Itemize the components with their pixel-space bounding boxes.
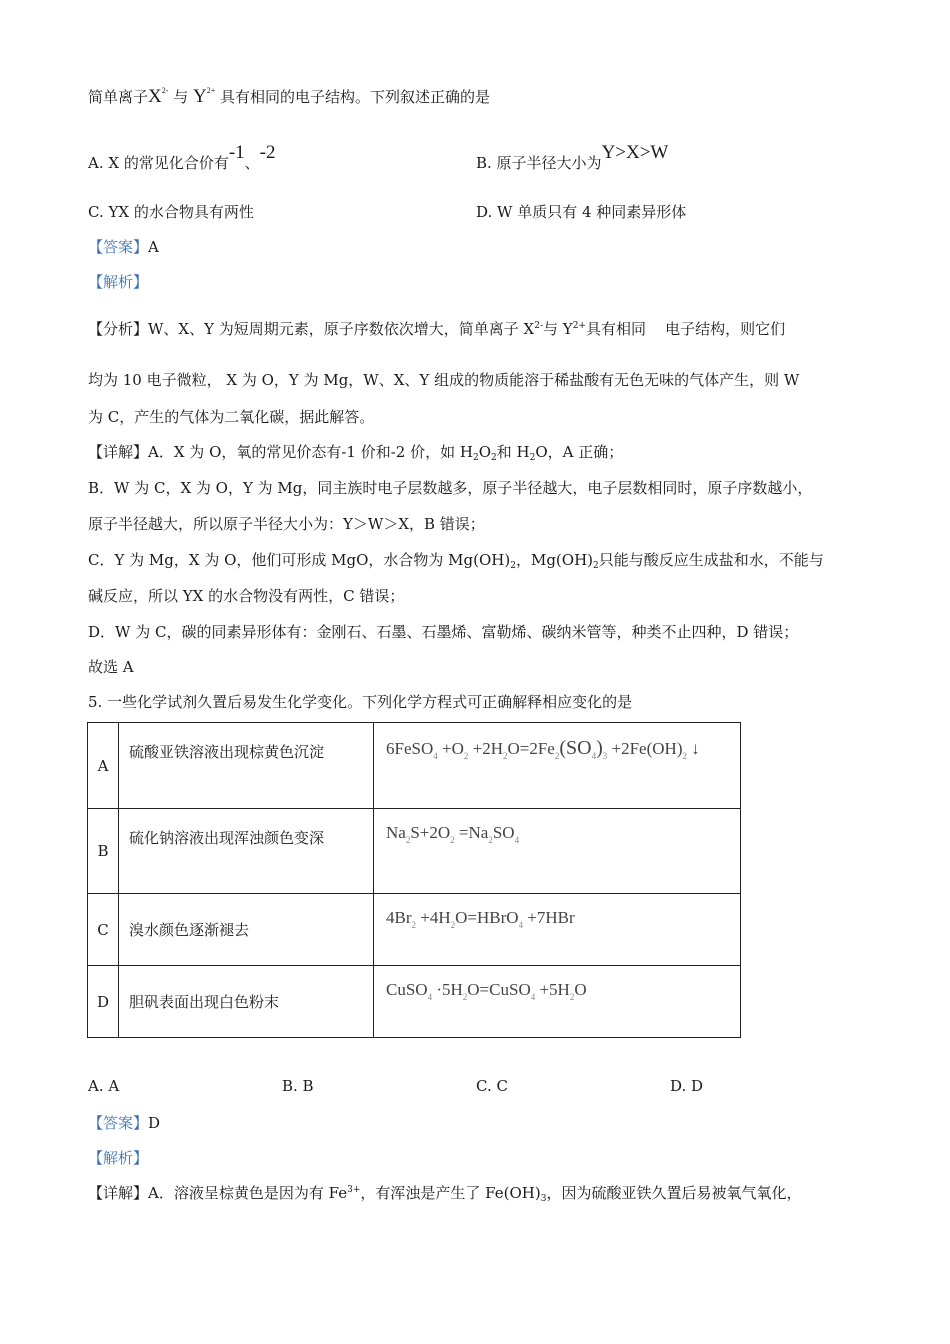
table-row: [88, 966, 741, 1038]
q4-fenxi-line3: 为 C，产生的气体为二氧化碳，据此解答。: [88, 408, 375, 426]
row-desc: 硫酸亚铁溶液出现棕黄色沉淀: [119, 723, 374, 809]
q4-answer: 【答案】A: [88, 238, 159, 256]
q4-option-b: B. 原子半径大小为Y>X>W: [476, 142, 669, 172]
q4-xiangjie-c1: C．Y 为 Mg，X 为 O，他们可形成 MgO，水合物为 $Mg(OH)_2$，$Mg(OH)_2$只能与酸反应生成盐和水，不能与: [88, 551, 824, 571]
q5-option-b: B. B: [282, 1077, 314, 1095]
row-equation: $4Br_2$ $+4H_2O=HBrO_4 +7HBr$: [374, 894, 741, 966]
q4-option-a: A. X 的常见化合价有-1、-2: [88, 142, 276, 172]
q4-xiangjie-a: 【详解】A．X 为 O，氧的常见价态有-1 价和-2 价，如 $H_2O_2$和 $H_2O$，A 正确；: [88, 443, 624, 463]
row-desc: 胆矾表面出现白色粉末: [119, 966, 374, 1038]
q5-stem: 5. 一些化学试剂久置后易发生化学变化。下列化学方程式可正确解释相应变化的是: [88, 693, 633, 711]
table-row: [88, 894, 741, 966]
row-desc: 硫化钠溶液出现浑浊颜色变深: [119, 809, 374, 894]
q4-xiangjie-b1: B．W 为 C，X 为 O，Y 为 Mg，同主族时电子层数越多，原子半径越大，电子层数相同时，原子序数越小，: [88, 479, 813, 497]
q4-analysis-label: 【解析】: [88, 273, 149, 291]
table-row: [88, 809, 741, 894]
q4-conclusion: 故选 A: [88, 658, 134, 676]
q5-option-a: A. A: [88, 1077, 120, 1095]
q4-option-d: D. W 单质只有 4 种同素异形体: [476, 203, 687, 221]
q4-fenxi-line2: 均为 10 电子微粒， X 为 O，Y 为 Mg，W、X、Y 组成的物质能溶于稀盐酸有无色无味的气体产生，则 W: [88, 371, 800, 389]
row-equation: CuSO$_4$ $\cdot 5H_2O=CuSO_4 +5H_2O$: [374, 966, 741, 1038]
stem-text-post: 具有相同的电子结构。下列叙述正确的是: [220, 88, 491, 106]
stem-text: 简单离子: [88, 88, 149, 106]
q5-option-d: D. D: [670, 1077, 704, 1095]
q4-xiangjie-d: D．W 为 C，碳的同素异形体有：金刚石、石墨、石墨烯、富勒烯、碳纳米管等，种类不止四种，D 错误；: [88, 623, 799, 641]
q4-option-c: C. YX 的水合物具有两性: [88, 203, 254, 221]
q5-analysis-label: 【解析】: [88, 1149, 149, 1167]
q4-xiangjie-c2: 碱反应，所以 YX 的水合物没有两性，C 错误；: [88, 587, 405, 605]
ion-x: $X^{2-}$: [148, 86, 169, 107]
q4-xiangjie-b2: 原子半径越大，所以原子半径大小为：Y＞W＞X，B 错误；: [88, 515, 485, 533]
q4-stem: [88, 86, 490, 108]
row-key: D: [88, 966, 119, 1038]
q4-fenxi-line1: 【分析】W、X、Y 为短周期元素，原子序数依次增大，简单离子 $X^{2-}$与 $Y^{2+}$具有相同 电子结构，则它们: [88, 320, 786, 338]
q5-table: [87, 722, 741, 1038]
row-desc: 溴水颜色逐渐褪去: [119, 894, 374, 966]
row-key: B: [88, 809, 119, 894]
ion-y: $Y^{2+}$: [193, 86, 216, 107]
row-equation: $Na_2S+2O_2 =Na_2SO_4$: [374, 809, 741, 894]
row-key: C: [88, 894, 119, 966]
row-equation: 6FeSO$_4$ $+O_2 +2H_2O=2Fe_2(SO_4)_3 +2Fe(OH)_2$ ↓: [374, 723, 741, 809]
q5-option-c: C. C: [476, 1077, 508, 1095]
table-row: [88, 723, 741, 809]
q5-xiangjie-a: 【详解】A．溶液呈棕黄色是因为有 $Fe^{3+}$，有浑浊是产生了 $Fe(OH)_3$，因为硫酸亚铁久置后易被氧气氧化，: [88, 1184, 802, 1204]
row-key: A: [88, 723, 119, 809]
q5-answer: 【答案】D: [88, 1114, 161, 1132]
stem-conj: 与: [173, 88, 189, 106]
